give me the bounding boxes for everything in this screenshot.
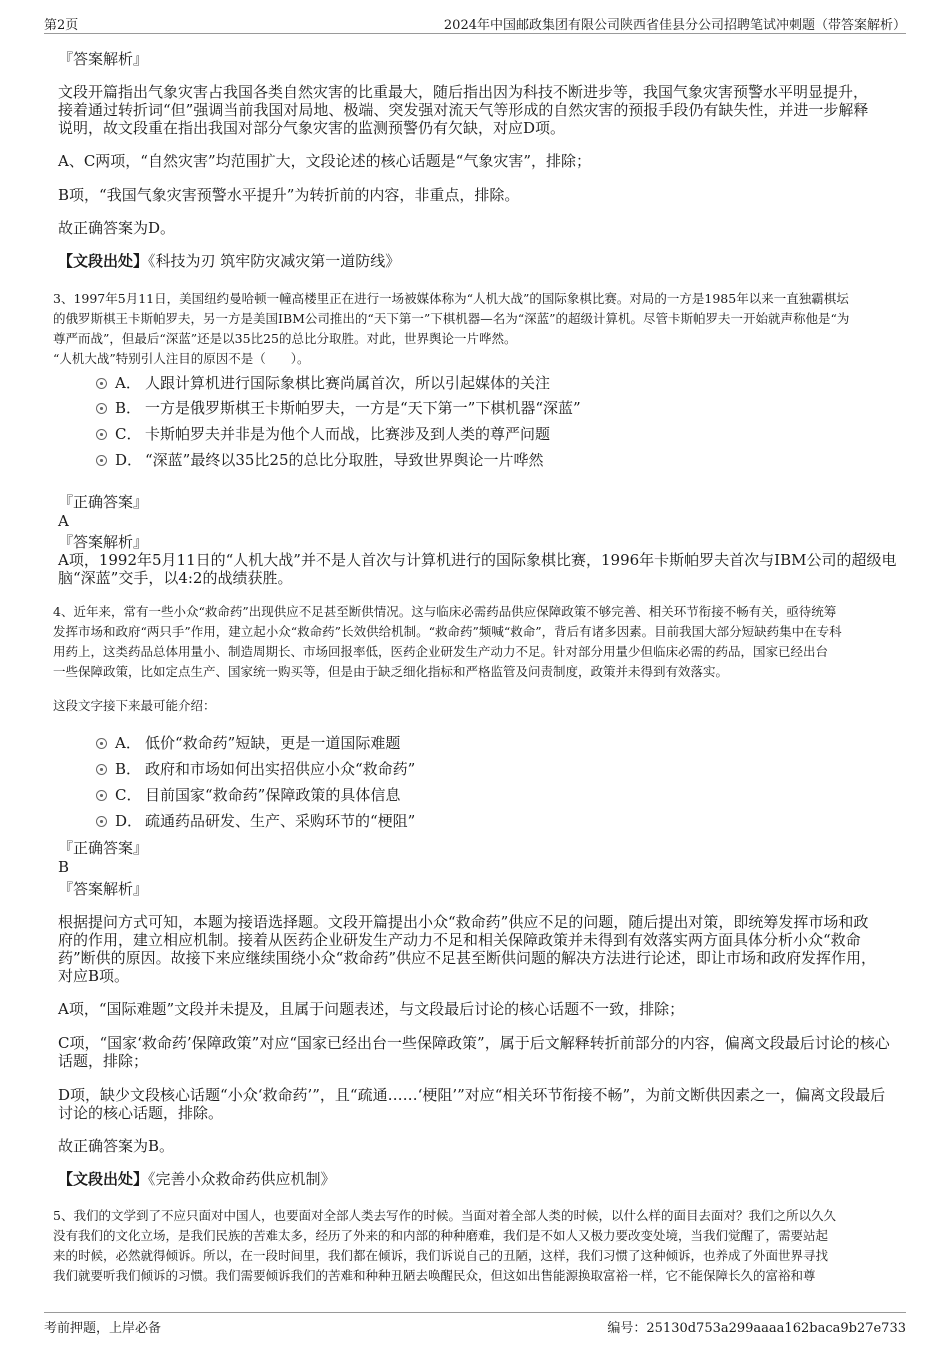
q5-stem-line-4: 我们就要听我们倾诉的习惯。我们需要倾诉我们的苦难和种种丑陋去唤醒民众，但这如出售能源换取富裕一样，它不能保障长久的富裕和尊: [53, 1268, 816, 1283]
q5-stem-line-2: 没有我们的文化立场，是我们民族的苦难太多，经历了外来的和内部的种种磨难，我们是不如人又极力要改变处境，当我们觉醒了，需要站起: [53, 1228, 829, 1243]
q4-analysis-line-3: 药”断供的原因。故接下来应继续围绕小众“救命药”供应不足甚至断供问题的解决方法进行论述，即让市场和政府发挥作用，: [58, 949, 877, 967]
q3-correct-label: 『正确答案』: [58, 493, 149, 511]
radio-icon[interactable]: [96, 378, 107, 389]
q2-source-title: 《科技为刃 筑牢防灾减灾第一道防线》: [148, 252, 401, 270]
page-header: [44, 12, 906, 34]
document-id: 编号：25130d753a299aaaa162baca9b27e733: [607, 1321, 906, 1336]
q2-analysis-line-2: 接着通过转折词“但”强调当前我国对局地、极端、突发强对流天气等形成的自然灾害的预报手段仍有缺失性，并进一步解释: [58, 101, 869, 119]
q4-stem-line-2: 发挥市场和政府“两只手”作用，建立起小众“救命药”长效供给机制。“救命药”频喊“救命”，背后有诸多因素。目前我国大部分短缺药集中在专科: [53, 624, 842, 639]
q4-option-d-analysis-1: D项，缺少文段核心话题“小众‘救命药’”，且“疏通……‘梗阻’”对应“相关环节衔接不畅”，为前文断供因素之一，偏离文段最后: [58, 1086, 886, 1104]
q3-stem-line-1: 3、1997年5月11日，美国纽约曼哈顿一幢高楼里正在进行一场被媒体称为“人机大战”的国际象棋比赛。对局的一方是1985年以来一直独霸棋坛: [53, 291, 849, 306]
q4-conclusion: 故正确答案为B。: [58, 1137, 175, 1155]
q4-option-d[interactable]: D． 疏通药品研发、生产、采购环节的“梗阻”: [96, 811, 415, 831]
q3-question: “人机大战”特别引人注目的原因不是（ ）。: [53, 351, 310, 366]
q2-analysis-line-3: 说明，故文段重在指出我国对部分气象灾害的监测预警仍有欠缺，对应D项。: [58, 119, 566, 137]
q4-analysis-line-4: 对应B项。: [58, 967, 130, 985]
q3-stem-line-3: 尊严而战”，但最后“深蓝”还是以35比25的总比分取胜。对此，世界舆论一片哗然。: [53, 331, 517, 346]
q4-option-c[interactable]: C． 目前国家“救命药”保障政策的具体信息: [96, 785, 400, 805]
radio-icon[interactable]: [96, 738, 107, 749]
q4-analysis-line-2: 府的作用，建立相应机制。接着从医药企业研发生产动力不足和相关保障政策并未得到有效落实两方面具体分析小众“救命: [58, 931, 861, 949]
footer-slogan: 考前押题，上岸必备: [44, 1321, 162, 1336]
q5-stem-line-1: 5、我们的文学到了不应只面对中国人，也要面对全部人类去写作的时候。当面对着全部人类的时候，以什么样的面目去面对？我们之所以久久: [53, 1208, 836, 1223]
q4-question: 这段文字接下来最可能介绍：: [53, 698, 216, 713]
q4-correct-label: 『正确答案』: [58, 839, 149, 857]
q4-option-c-analysis-2: 话题，排除；: [58, 1052, 149, 1070]
q4-stem-line-4: 一些保障政策，比如定点生产、国家统一购买等，但是由于缺乏细化指标和严格监管及问责制度，政策并未得到有效落实。: [53, 664, 729, 679]
q2-conclusion: 故正确答案为D。: [58, 219, 176, 237]
radio-icon[interactable]: [96, 816, 107, 827]
q5-stem-line-3: 来的时候，必然就得倾诉。所以，在一段时间里，我们都在倾诉，我们诉说自己的丑陋，这样，我们习惯了这种倾诉，也养成了外面世界寻找: [53, 1248, 829, 1263]
q3-option-d[interactable]: D． “深蓝”最终以35比25的总比分取胜，导致世界舆论一片哗然: [96, 450, 544, 470]
q2-analysis-line-1: 文段开篇指出气象灾害占我国各类自然灾害的比重最大，随后指出因为科技不断进步等，我国气象灾害预警水平明显提升，: [58, 83, 869, 101]
radio-icon[interactable]: [96, 403, 107, 414]
q4-option-b[interactable]: B． 政府和市场如何出实招供应小众“救命药”: [96, 759, 415, 779]
q4-option-a[interactable]: A． 低价“救命药”短缺，更是一道国际难题: [96, 733, 400, 753]
radio-icon[interactable]: [96, 764, 107, 775]
q4-analysis-label: 『答案解析』: [58, 880, 149, 898]
q4-option-a-analysis: A项，“国际难题”文段并未提及，且属于问题表述，与文段最后讨论的核心话题不一致，排除；: [58, 1000, 685, 1018]
q4-source: [58, 1169, 336, 1189]
q4-correct-answer: B: [58, 858, 70, 876]
radio-icon[interactable]: [96, 455, 107, 466]
q4-option-c-analysis-1: C项，“国家‘救命药’保障政策”对应“国家已经出台一些保障政策”，属于后文解释转折前部分的内容，偏离文段最后讨论的核心: [58, 1034, 890, 1052]
document-title: 2024年中国邮政集团有限公司陕西省佳县分公司招聘笔试冲刺题（带答案解析）: [443, 18, 906, 33]
q4-stem-line-3: 用药上，这类药品总体用量小、制造周期长、市场回报率低，医药企业研发生产动力不足。针对部分用量少但临床必需的药品，国家已经出台: [53, 644, 829, 659]
q3-analysis-line-2: 脑“深蓝”交手，以4:2的战绩获胜。: [58, 569, 293, 587]
q2-option-ac-analysis: A、C两项，“自然灾害”均范围扩大，文段论述的核心话题是“气象灾害”，排除；: [58, 152, 591, 170]
page-footer: [44, 1312, 906, 1336]
q4-option-d-analysis-2: 讨论的核心话题，排除。: [58, 1104, 224, 1122]
q4-stem-line-1: 4、近年来，常有一些小众“救命药”出现供应不足甚至断供情况。这与临床必需药品供应保障政策不够完善、相关环节衔接不畅有关，亟待统筹: [53, 604, 837, 619]
q2-analysis-label: 『答案解析』: [58, 50, 149, 68]
q3-stem-line-2: 的俄罗斯棋王卡斯帕罗夫，另一方是美国IBM公司推出的“天下第一”下棋机器—名为“深蓝”的超级计算机。尽管卡斯帕罗夫一开始就声称他是“为: [53, 311, 850, 326]
q4-source-title: 《完善小众救命药供应机制》: [148, 1170, 336, 1188]
q4-analysis-line-1: 根据提问方式可知，本题为接语选择题。文段开篇提出小众“救命药”供应不足的问题，随后提出对策，即统筹发挥市场和政: [58, 913, 869, 931]
radio-icon[interactable]: [96, 429, 107, 440]
q3-analysis-line-1: A项，1992年5月11日的“人机大战”并不是人首次与计算机进行的国际象棋比赛，1996年卡斯帕罗夫首次与IBM公司的超级电: [58, 551, 897, 569]
radio-icon[interactable]: [96, 790, 107, 801]
q2-option-b-analysis: B项，“我国气象灾害预警水平提升”为转折前的内容，非重点，排除。: [58, 186, 520, 204]
q3-option-c[interactable]: C． 卡斯帕罗夫并非是为他个人而战，比赛涉及到人类的尊严问题: [96, 424, 550, 444]
q2-source: [58, 251, 400, 271]
q3-option-a[interactable]: A． 人跟计算机进行国际象棋比赛尚属首次，所以引起媒体的关注: [96, 373, 550, 393]
q3-analysis-label: 『答案解析』: [58, 533, 149, 551]
q2-source-label: 【文段出处】: [58, 252, 149, 270]
page-number: 第2页: [44, 18, 79, 33]
q4-source-label: 【文段出处】: [58, 1170, 149, 1188]
q3-correct-answer: A: [58, 512, 69, 530]
q3-option-b[interactable]: B． 一方是俄罗斯棋王卡斯帕罗夫，一方是“天下第一”下棋机器“深蓝”: [96, 398, 581, 418]
